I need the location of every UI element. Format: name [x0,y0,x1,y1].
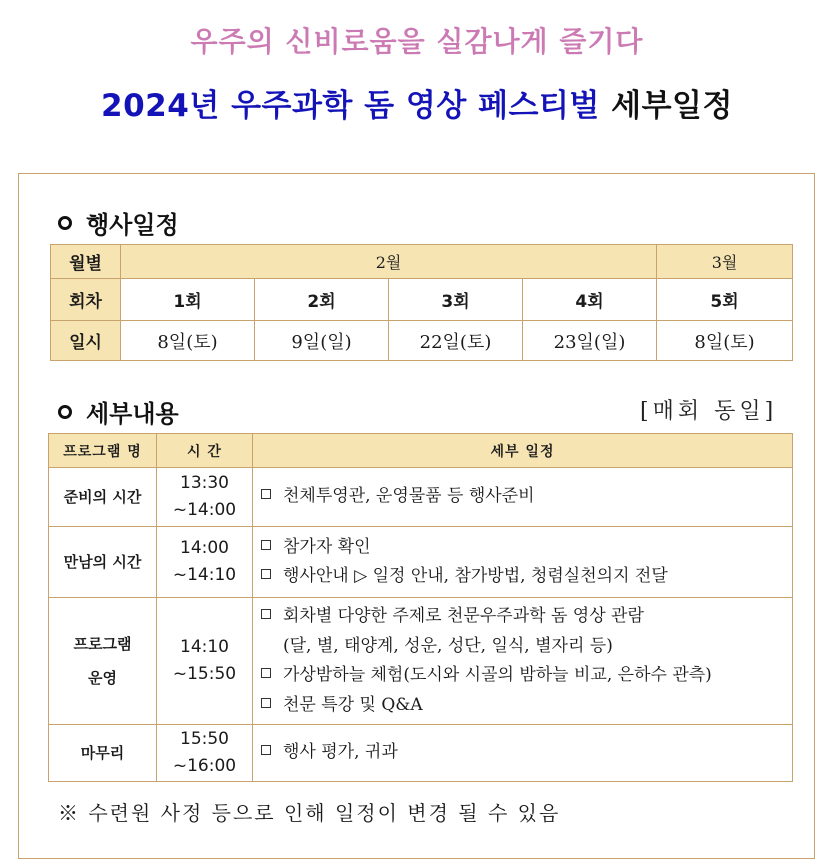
row-label-month: 월별 [51,245,121,279]
time-range [157,527,253,598]
circle-bullet-icon [58,405,72,419]
table-row [49,527,793,598]
month-cell: 3월 [657,245,793,279]
episode-cell: 1회 [121,279,255,321]
detail-cell [253,468,793,527]
detail-item: 천문 특강 및 Q&A [261,691,792,721]
month-row [51,245,793,279]
time-start: 13:30 [180,473,229,493]
square-bullet-icon [261,609,271,619]
same-every-session-note: [매회 동일] [640,399,778,424]
detail-cell [253,725,793,782]
detail-item: 참가자 확인 [261,533,792,563]
title-suffix: 세부일정 [611,88,733,124]
episode-cell: 2회 [255,279,389,321]
square-bullet-icon [261,569,271,579]
episode-cell: 3회 [389,279,523,321]
details-heading-label: 세부내용 [86,400,179,428]
title-main: 2024년 우주과학 돔 영상 페스티벌 [101,88,600,124]
detail-item: 가상밤하늘 체험(도시와 시골의 밤하늘 비교, 은하수 관측) [261,661,792,691]
schedule-heading [58,205,179,240]
time-end: ~16:00 [172,756,237,776]
detail-cell [253,598,793,725]
row-label-date: 일시 [51,321,121,361]
square-bullet-icon [261,489,271,499]
date-cell: 23일(일) [523,321,657,361]
program-name: 준비의 시간 [49,468,157,527]
details-heading [58,394,179,429]
episode-cell: 4회 [523,279,657,321]
table-row [49,598,793,725]
detail-item: 행사안내 ▷ 일정 안내, 참가방법, 청렴실천의지 전달 [261,562,792,592]
time-start: 14:10 [180,637,229,657]
time-end: ~15:50 [172,664,237,684]
time-start: 15:50 [180,729,229,749]
schedule-table [50,244,793,361]
column-header-time: 시 간 [157,434,253,468]
column-header-detail: 세부 일정 [253,434,793,468]
table-row [49,725,793,782]
date-cell: 9일(일) [255,321,389,361]
square-bullet-icon [261,698,271,708]
detail-item: 행사 평가, 귀과 [261,738,792,768]
detail-item: 회차별 다양한 주제로 천문우주과학 돔 영상 관람 [261,602,792,632]
details-header-row [49,434,793,468]
episode-row [51,279,793,321]
square-bullet-icon [261,540,271,550]
time-range [157,725,253,782]
time-end: ~14:00 [172,500,237,520]
footnote: ※ 수련원 사정 등으로 인해 일정이 변경 될 수 있음 [58,801,561,825]
square-bullet-icon [261,745,271,755]
date-cell: 8일(토) [121,321,255,361]
program-name: 마무리 [49,725,157,782]
time-start: 14:00 [180,538,229,558]
schedule-heading-label: 행사일정 [86,211,179,239]
square-bullet-icon [261,668,271,678]
time-range [157,598,253,725]
page-title [0,80,834,125]
episode-cell: 5회 [657,279,793,321]
date-cell: 8일(토) [657,321,793,361]
detail-item-continued: (달, 별, 태양계, 성운, 성단, 일식, 별자리 등) [283,635,613,656]
circle-bullet-icon [58,216,72,230]
details-table [48,433,793,782]
time-end: ~14:10 [172,565,237,585]
month-cell: 2월 [121,245,657,279]
detail-item: 천체투영관, 운영물품 등 행사준비 [261,482,792,512]
row-label-episode: 회차 [51,279,121,321]
program-name: 프로그램 운영 [49,598,157,725]
time-range [157,468,253,527]
detail-cell [253,527,793,598]
date-row [51,321,793,361]
program-name: 만남의 시간 [49,527,157,598]
table-row [49,468,793,527]
column-header-program: 프로그램 명 [49,434,157,468]
tagline: 우주의 신비로움을 실감나게 즐기다 [190,25,644,58]
date-cell: 22일(토) [389,321,523,361]
